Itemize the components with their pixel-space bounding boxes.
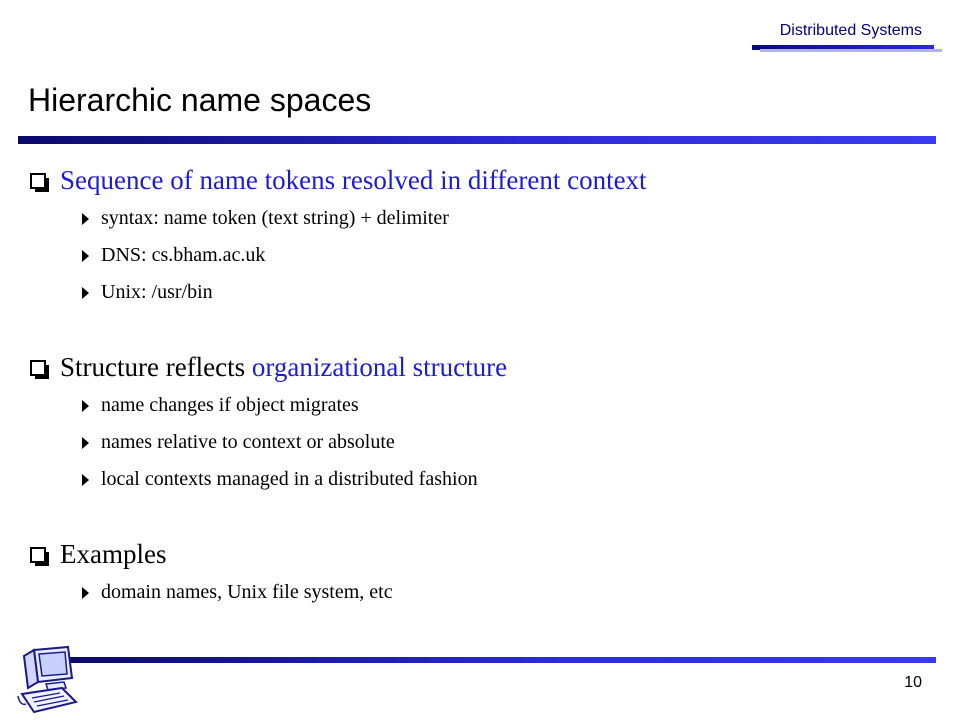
bullet-item bbox=[30, 534, 930, 574]
checkbox-square-icon bbox=[30, 360, 46, 376]
sub-bullet-item bbox=[30, 274, 930, 311]
triangle-arrow-icon bbox=[82, 587, 89, 599]
bullet-text-plain: Structure reflects bbox=[60, 351, 252, 382]
bullet-item bbox=[30, 347, 930, 387]
sub-bullet-item bbox=[30, 574, 930, 611]
page-number: 10 bbox=[904, 674, 922, 691]
sub-bullet-text: name changes if object migrates bbox=[101, 394, 359, 416]
bullet-item bbox=[30, 160, 930, 200]
bullet-text: Examples bbox=[60, 538, 167, 569]
sub-bullet-text: local contexts managed in a distributed fashion bbox=[101, 468, 478, 490]
slide-title: Hierarchic name spaces bbox=[28, 82, 372, 118]
triangle-arrow-icon bbox=[82, 400, 89, 412]
triangle-arrow-icon bbox=[82, 213, 89, 225]
sub-bullet-item bbox=[30, 387, 930, 424]
triangle-arrow-icon bbox=[82, 250, 89, 262]
checkbox-square-icon bbox=[30, 547, 46, 563]
sub-bullet-text: Unix: /usr/bin bbox=[101, 281, 213, 303]
slide-content bbox=[30, 160, 930, 611]
sub-bullet-text: syntax: name token (text string) + delimiter bbox=[101, 207, 449, 229]
triangle-arrow-icon bbox=[82, 474, 89, 486]
sub-bullet-text: domain names, Unix file system, etc bbox=[101, 581, 393, 603]
footer-accent-bar bbox=[70, 657, 936, 663]
sub-bullet-item bbox=[30, 424, 930, 461]
sub-bullet-text: DNS: cs.bham.ac.uk bbox=[101, 244, 266, 266]
header-accent-shadow bbox=[760, 49, 942, 52]
bullet-text: Sequence of name tokens resolved in different context bbox=[60, 164, 647, 195]
bullet-text-highlight: organizational structure bbox=[251, 351, 508, 382]
sub-bullet-item bbox=[30, 200, 930, 237]
sub-bullet-item bbox=[30, 461, 930, 498]
bullet-text bbox=[60, 352, 507, 383]
title-underline-bar bbox=[18, 136, 936, 144]
sub-bullet-text: names relative to context or absolute bbox=[101, 431, 395, 453]
sub-bullet-item bbox=[30, 237, 930, 274]
course-title: Distributed Systems bbox=[779, 22, 922, 39]
triangle-arrow-icon bbox=[82, 287, 89, 299]
computer-icon bbox=[16, 644, 82, 718]
checkbox-square-icon bbox=[30, 173, 46, 189]
triangle-arrow-icon bbox=[82, 437, 89, 449]
